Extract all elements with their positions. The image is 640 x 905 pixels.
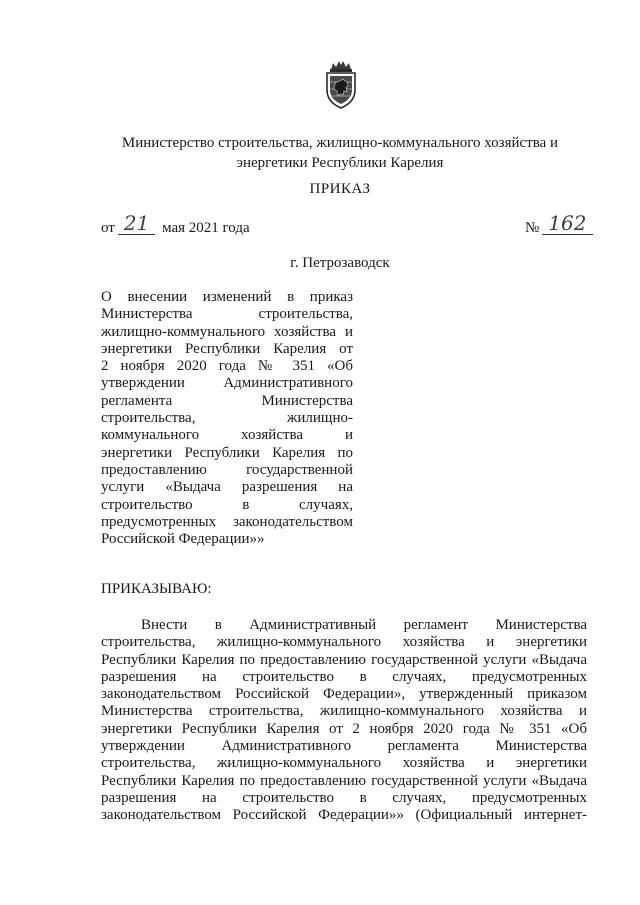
city-name: г. Петрозаводск xyxy=(290,255,390,271)
body-line: Республики Карелия по предоставлению государственной услуги «Выдача xyxy=(101,772,587,789)
subject-line: строительства, жилищно- xyxy=(101,410,353,427)
ministry-name xyxy=(80,133,600,173)
subject-line: предоставлению государственной xyxy=(101,461,353,478)
body-line: законодательством Российской Федерации»» (Официальный интернет- xyxy=(101,807,587,824)
date-rest: мая 2021 года xyxy=(162,220,250,236)
number-sign: № xyxy=(525,220,540,236)
subject-line: 2 ноября 2020 года № 351 «Об xyxy=(101,358,353,375)
subject-line: Министерства строительства, xyxy=(101,306,353,323)
body-line: Республики Карелия по предоставлению государственной услуги «Выдача xyxy=(101,651,587,668)
body-line: утверждении Административного регламента Министерства xyxy=(101,738,587,755)
order-body xyxy=(101,617,587,825)
body-line: строительства, жилищно-коммунального хозяйства и энергетики xyxy=(101,755,587,772)
body-line: Министерства строительства, жилищно-коммунального хозяйства и xyxy=(101,703,587,720)
order-number xyxy=(525,211,596,237)
subject-line: Российской Федерации»» xyxy=(101,531,265,548)
karelia-coat-of-arms-icon xyxy=(321,60,361,110)
subject-line: коммунального хозяйства и xyxy=(101,427,353,444)
order-date xyxy=(101,211,250,240)
handwritten-number: 162 xyxy=(542,212,592,235)
date-prefix: от xyxy=(101,220,115,236)
subject-line: О внесении изменений в приказ xyxy=(101,289,353,305)
subject-line: утверждении Административного xyxy=(101,375,353,392)
subject-line: энергетики Республики Карелия от xyxy=(101,340,353,357)
body-line: Внести в Административный регламент Министерства xyxy=(141,617,587,633)
order-directive-heading: ПРИКАЗЫВАЮ: xyxy=(101,581,212,597)
subject-line: строительство в случаях, xyxy=(101,496,353,513)
ministry-name-line-2: энергетики Республики Карелия xyxy=(236,155,444,171)
subject-line: предусмотренных законодательством xyxy=(101,513,353,530)
body-line: энергетики Республики Карелия от 2 ноября 2020 года № 351 «Об xyxy=(101,720,587,737)
body-line: законодательством Российской Федерации», утвержденный приказом xyxy=(101,686,587,703)
body-line: разрешения на строительство в случаях, предусмотренных xyxy=(101,668,587,685)
handwritten-day: 21 xyxy=(118,212,155,235)
body-line: разрешения на строительство в случаях, предусмотренных xyxy=(101,789,587,806)
body-line: строительства, жилищно-коммунального хозяйства и энергетики xyxy=(101,634,587,651)
document-type-title: ПРИКАЗ xyxy=(309,181,371,197)
subject-line: услуги «Выдача разрешения на xyxy=(101,479,353,496)
subject-line: жилищно-коммунального хозяйства и xyxy=(101,323,353,340)
order-subject xyxy=(101,289,353,548)
subject-line: регламента Министерства xyxy=(101,392,353,409)
ministry-name-line-1: Министерство строительства, жилищно-коммунального хозяйства и xyxy=(121,135,559,151)
subject-line: энергетики Республики Карелия по xyxy=(101,444,353,461)
